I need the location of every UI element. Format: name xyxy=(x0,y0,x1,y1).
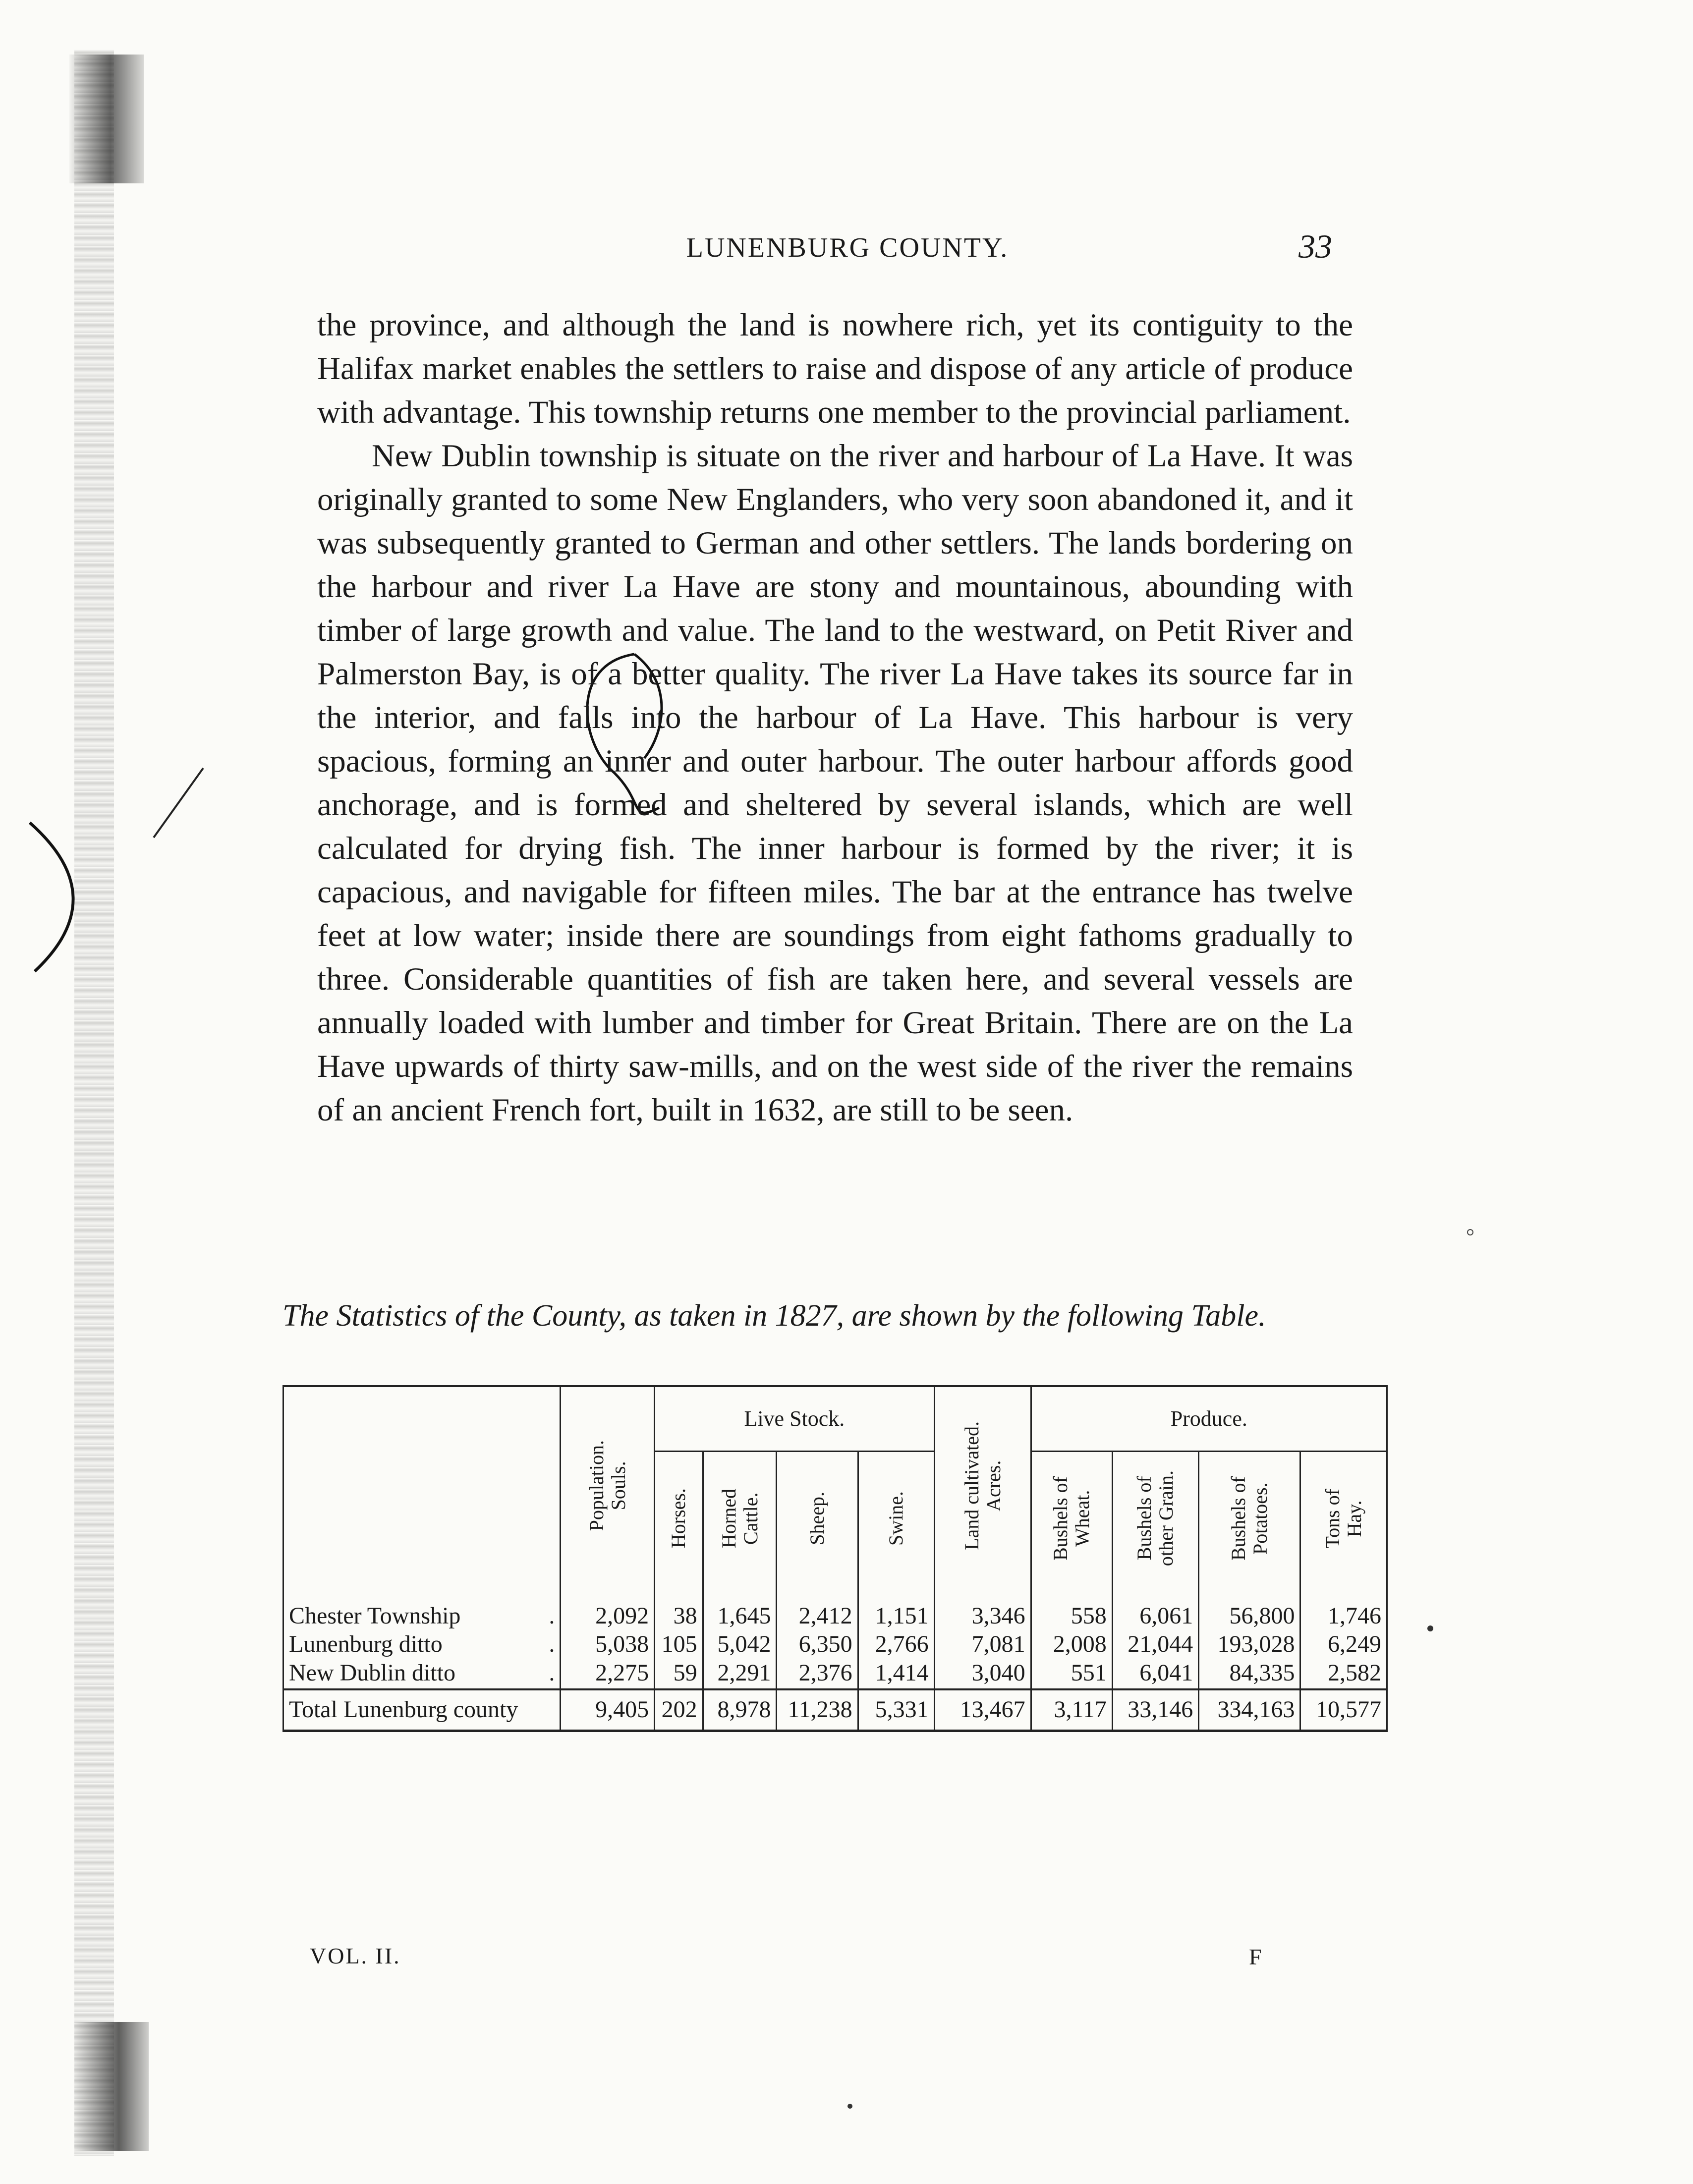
total-swine: 5,331 xyxy=(858,1689,934,1731)
cell-horned-cattle: 1,645 xyxy=(703,1603,777,1631)
cell-other-grain: 6,041 xyxy=(1112,1660,1198,1689)
cell-sheep: 2,376 xyxy=(777,1660,858,1689)
header-wheat: Bushels of Wheat. xyxy=(1031,1452,1112,1584)
cell-wheat: 558 xyxy=(1031,1603,1112,1631)
total-other-grain: 33,146 xyxy=(1112,1689,1198,1731)
header-group-produce: Produce. xyxy=(1031,1386,1387,1452)
cell-horses: 105 xyxy=(655,1631,703,1660)
body-text xyxy=(317,303,1353,1132)
table-header-group-row xyxy=(283,1386,1387,1452)
cell-wheat: 551 xyxy=(1031,1660,1112,1689)
header-sheep: Sheep. xyxy=(777,1452,858,1584)
total-horned-cattle: 8,978 xyxy=(703,1689,777,1731)
paragraph-new-dublin: New Dublin township is situate on the river and harbour of La Have. It was originally granted to some New Englanders, who very soon abandoned it, and it was subsequently granted to German and other settlers. The lands bordering on the harbour and river La Have are stony and mountainous, abounding with timber of large growth and value. The land to the westward, on Petit River and Palmerston Bay, is of a better quality. The river La Have takes its source far in the interior, and falls into the harbour of La Have. This harbour is very spacious, forming an inner and outer harbour. The outer harbour affords good anchorage, and is formed and sheltered by several islands, which are well calculated for drying fish. The inner harbour is formed by the river; it is capacious, and navigable for fifteen miles. The bar at the entrance has twelve feet at low water; inside there are soundings from eight fathoms gradually to three. Considerable quantities of fish are taken here, and several vessels are annually loaded with lumber and timber for Great Britain. There are on the La Have upwards of thirty saw-mills, and on the west side of the river the remains of an ancient French fort, built in 1632, are still to be seen. xyxy=(317,438,1353,1128)
table-row xyxy=(283,1631,1387,1660)
total-population: 9,405 xyxy=(561,1689,655,1731)
margin-stroke-mark xyxy=(144,763,213,842)
table-row xyxy=(283,1660,1387,1689)
header-swine: Swine. xyxy=(858,1452,934,1584)
table-total-row xyxy=(283,1689,1387,1731)
table-row xyxy=(283,1603,1387,1631)
cell-land: 3,040 xyxy=(934,1660,1031,1689)
total-wheat: 3,117 xyxy=(1031,1689,1112,1731)
cell-land: 7,081 xyxy=(934,1631,1031,1660)
header-horses: Horses. xyxy=(655,1452,703,1584)
page-number: 33 xyxy=(1298,227,1332,265)
total-sheep: 11,238 xyxy=(777,1689,858,1731)
cell-sheep: 6,350 xyxy=(777,1631,858,1660)
binding-dark-patch-top xyxy=(69,55,144,183)
cell-horned-cattle: 5,042 xyxy=(703,1631,777,1660)
margin-bracket-mark xyxy=(20,813,104,981)
cell-hay: 6,249 xyxy=(1300,1631,1387,1660)
cell-horses: 59 xyxy=(655,1660,703,1689)
header-potatoes: Bushels of Potatoes. xyxy=(1199,1452,1300,1584)
cell-hay: 1,746 xyxy=(1300,1603,1387,1631)
page-binding-shadow xyxy=(74,50,114,2156)
row-label: New Dublin ditto . xyxy=(283,1660,561,1689)
total-land: 13,467 xyxy=(934,1689,1031,1731)
table-caption: The Statistics of the County, as taken in 1827, are shown by the following Table. xyxy=(282,1299,1266,1333)
cell-population: 2,092 xyxy=(561,1603,655,1631)
cell-potatoes: 84,335 xyxy=(1199,1660,1300,1689)
cell-other-grain: 6,061 xyxy=(1112,1603,1198,1631)
cell-swine: 1,151 xyxy=(858,1603,934,1631)
cell-horses: 38 xyxy=(655,1603,703,1631)
cell-hay: 2,582 xyxy=(1300,1660,1387,1689)
header-other-grain: Bushels of other Grain. xyxy=(1112,1452,1198,1584)
cell-sheep: 2,412 xyxy=(777,1603,858,1631)
cell-wheat: 2,008 xyxy=(1031,1631,1112,1660)
row-label: Chester Township . xyxy=(283,1603,561,1631)
cell-swine: 2,766 xyxy=(858,1631,934,1660)
blank-header-cell xyxy=(283,1386,561,1584)
cell-potatoes: 193,028 xyxy=(1199,1631,1300,1660)
row-label: Lunenburg ditto . xyxy=(283,1631,561,1660)
signature-mark: F xyxy=(1249,1944,1262,1969)
statistics-table-wrapper xyxy=(282,1385,1388,1732)
header-land-cultivated: Land cultivated. Acres. xyxy=(934,1386,1031,1584)
cell-land: 3,346 xyxy=(934,1603,1031,1631)
running-head: LUNENBURG COUNTY. xyxy=(686,232,1009,263)
cell-other-grain: 21,044 xyxy=(1112,1631,1198,1660)
header-group-live-stock: Live Stock. xyxy=(655,1386,934,1452)
binding-dark-patch-bottom xyxy=(74,2022,149,2151)
ink-speck xyxy=(1427,1625,1433,1631)
header-horned-cattle: Horned Cattle. xyxy=(703,1452,777,1584)
cell-swine: 1,414 xyxy=(858,1660,934,1689)
statistics-table xyxy=(282,1385,1388,1732)
paragraph-continuation: the province, and although the land is nowhere rich, yet its contiguity to the Halifax market enables the settlers to raise and dispose of any article of produce with advantage. This township returns one member to the provincial parliament. xyxy=(317,307,1353,430)
ink-speck xyxy=(1467,1229,1473,1235)
header-hay: Tons of Hay. xyxy=(1300,1452,1387,1584)
table-spacer-row xyxy=(283,1584,1387,1602)
total-horses: 202 xyxy=(655,1689,703,1731)
cell-population: 2,275 xyxy=(561,1660,655,1689)
total-hay: 10,577 xyxy=(1300,1689,1387,1731)
cell-potatoes: 56,800 xyxy=(1199,1603,1300,1631)
cell-horned-cattle: 2,291 xyxy=(703,1660,777,1689)
cell-population: 5,038 xyxy=(561,1631,655,1660)
volume-mark: VOL. II. xyxy=(310,1943,401,1968)
header-population: Population. Souls. xyxy=(561,1386,655,1584)
total-label: Total Lunenburg county xyxy=(283,1689,561,1731)
ink-speck xyxy=(847,2104,852,2109)
total-potatoes: 334,163 xyxy=(1199,1689,1300,1731)
